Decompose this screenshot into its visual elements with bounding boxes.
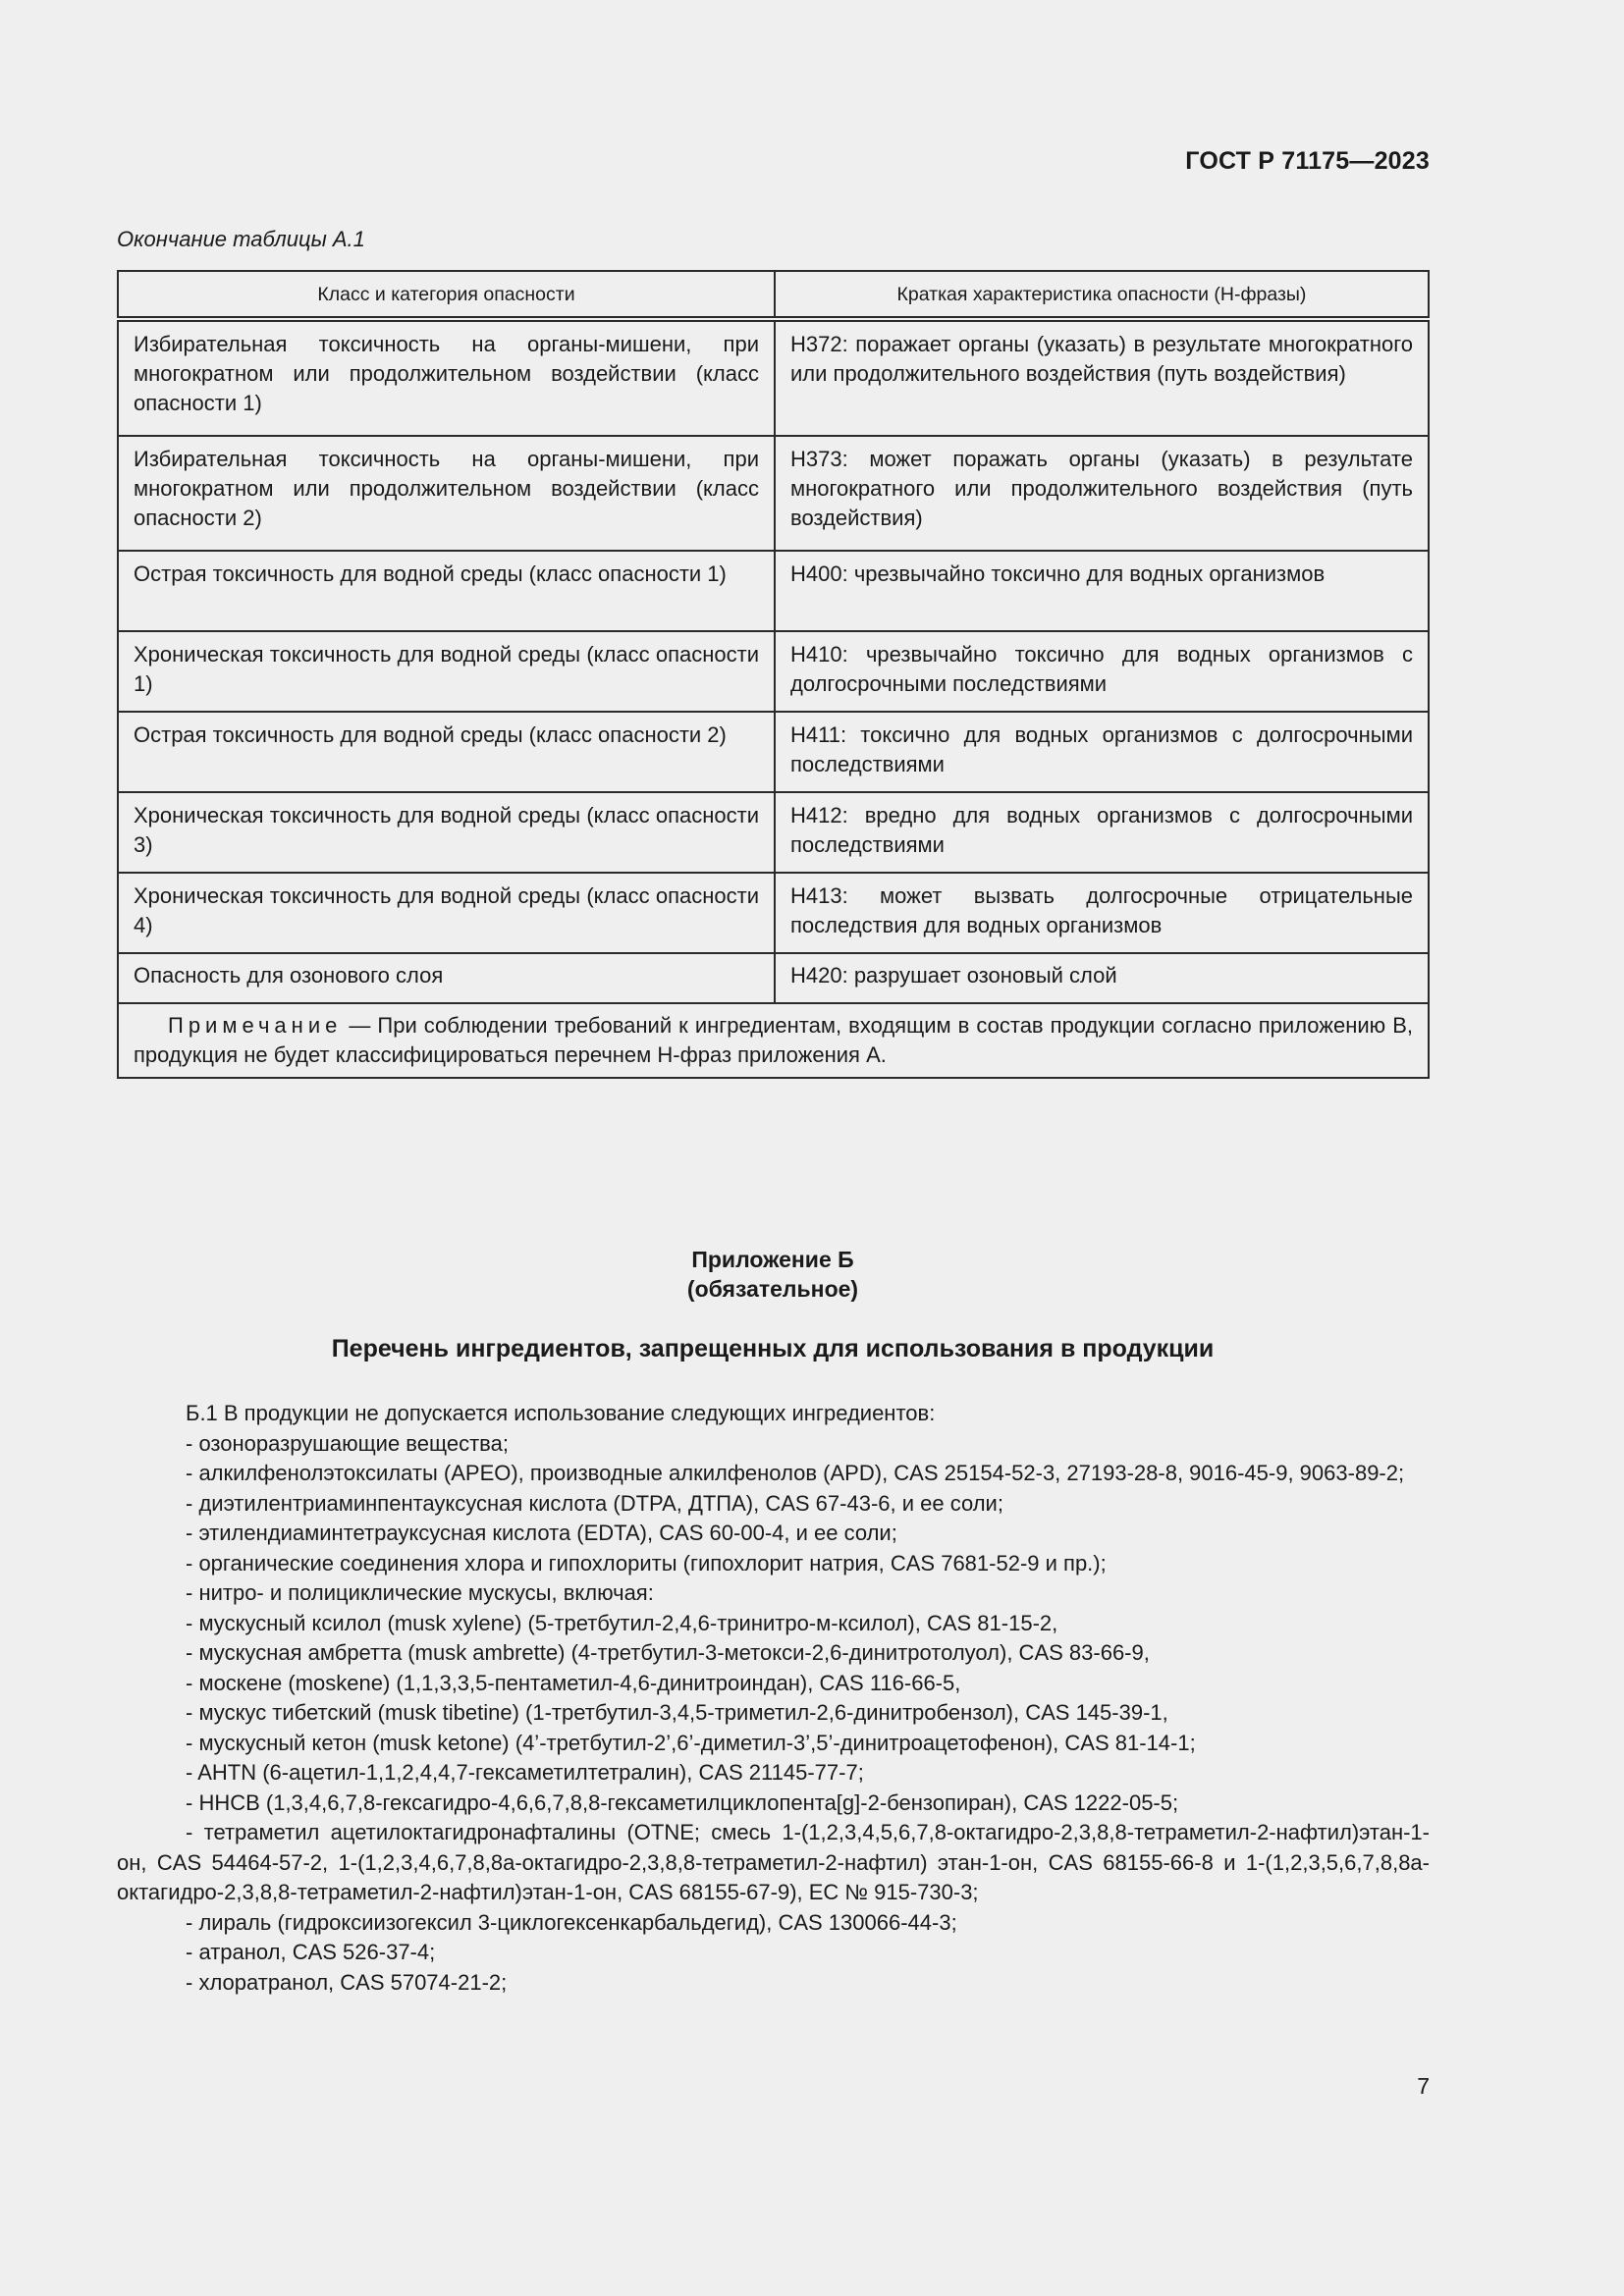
hazard-class-cell: Острая токсичность для водной среды (класс опасности 2) xyxy=(118,712,775,792)
list-item: - мускус тибетский (musk tibetine) (1-третбутил-3,4,5-триметил-2,6-динитробензол), CAS 145-39-1, xyxy=(186,1700,1168,1725)
table-row xyxy=(118,631,1429,712)
list-item: - органические соединения хлора и гипохлориты (гипохлорит натрия, CAS 7681-52-9 и пр.); xyxy=(186,1550,1107,1575)
table-row xyxy=(118,319,1429,436)
h-phrase-cell: Н412: вредно для водных организмов с долгосрочными последствиями xyxy=(775,792,1429,873)
hazard-class-cell: Избирательная токсичность на органы-мишени, при многократном или продолжительном воздействии (класс опасности 1) xyxy=(118,319,775,436)
appendix-subtitle: (обязательное) xyxy=(686,1276,859,1302)
table-note xyxy=(118,1003,1429,1078)
list-item: - AHTN (6-ацетил-1,1,2,4,4,7-гексаметилтетралин), CAS 21145-77-7; xyxy=(186,1760,864,1785)
list-item: - этилендиаминтетрауксусная кислота (EDTA), CAS 60-00-4, и ее соли; xyxy=(186,1521,897,1545)
column-header-h-phrase: Краткая характеристика опасности (Н-фразы) xyxy=(775,271,1429,319)
hazard-class-cell: Острая токсичность для водной среды (класс опасности 1) xyxy=(118,551,775,631)
table-row xyxy=(118,792,1429,873)
table-caption: Окончание таблицы А.1 xyxy=(117,227,365,251)
table-header-row xyxy=(118,271,1429,319)
list-item: - атранол, CAS 526-37-4; xyxy=(186,1940,436,1964)
hazard-class-cell: Хроническая токсичность для водной среды (класс опасности 4) xyxy=(118,873,775,953)
h-phrase-cell: Н410: чрезвычайно токсично для водных организмов с долгосрочными последствиями xyxy=(775,631,1429,712)
h-phrase-cell: Н413: может вызвать долгосрочные отрицательные последствия для водных организмов xyxy=(775,873,1429,953)
h-phrase-cell: Н372: поражает органы (указать) в результате многократного или продолжительного воздействия (путь воздействия) xyxy=(775,319,1429,436)
h-phrase-cell: Н400: чрезвычайно токсично для водных организмов xyxy=(775,551,1429,631)
list-intro: Б.1 В продукции не допускается использование следующих ингредиентов: xyxy=(186,1401,936,1425)
note-text: — При соблюдении требований к ингредиентам, входящим в состав продукции согласно приложению В, продукция не будет классифицироваться перечнем Н-фраз приложения А. xyxy=(134,1013,1413,1067)
table-row xyxy=(118,551,1429,631)
hazard-table xyxy=(117,270,1430,1079)
list-item: - лираль (гидроксиизогексил 3-циклогексенкарбальдегид), CAS 130066-44-3; xyxy=(186,1909,957,1935)
note-label: Примечание xyxy=(168,1013,343,1038)
hazard-class-cell: Хроническая токсичность для водной среды (класс опасности 3) xyxy=(118,792,775,873)
standard-designation: ГОСТ Р 71175—2023 xyxy=(1185,147,1430,175)
appendix-title: Приложение Б xyxy=(691,1247,854,1272)
table-row xyxy=(118,712,1429,792)
list-item: - мускусная амбретта (musk ambrette) (4-третбутил-3-метокси-2,6-динитротолуол), CAS 83-66-9, xyxy=(186,1640,1150,1665)
ingredient-list xyxy=(117,1399,1430,1998)
list-item: - москене (moskene) (1,1,3,3,5-пентаметил-4,6-динитроиндан), CAS 116-66-5, xyxy=(186,1670,961,1695)
appendix-heading: Перечень ингредиентов, запрещенных для использования в продукции xyxy=(331,1335,1215,1362)
list-item: - HHCB (1,3,4,6,7,8-гексагидро-4,6,6,7,8,8-гексаметилциклопента[g]-2-бензопиран), CAS 1222-05-5; xyxy=(186,1789,1179,1815)
list-item: - нитро- и полициклические мускусы, включая: xyxy=(186,1580,654,1605)
table-row xyxy=(118,953,1429,1003)
table-note-row xyxy=(118,1003,1429,1078)
h-phrase-cell: Н373: может поражать органы (указать) в результате многократного или продолжительного воздействия (путь воздействия) xyxy=(775,436,1429,551)
table-row xyxy=(118,873,1429,953)
hazard-class-cell: Опасность для озонового слоя xyxy=(118,953,775,1003)
table-row xyxy=(118,436,1429,551)
list-item: - диэтилентриаминпентауксусная кислота (DTPA, ДТПА), CAS 67-43-6, и ее соли; xyxy=(186,1490,1003,1516)
column-header-hazard-class: Класс и категория опасности xyxy=(118,271,775,319)
page-number: 7 xyxy=(1417,2073,1430,2099)
list-item: - мускусный ксилол (musk xylene) (5-третбутил-2,4,6-тринитро-м-ксилол), CAS 81-15-2, xyxy=(186,1610,1058,1635)
hazard-class-cell: Избирательная токсичность на органы-мишени, при многократном или продолжительном воздействии (класс опасности 2) xyxy=(118,436,775,551)
list-item: - алкилфенолэтоксилаты (APEO), производные алкилфенолов (APD), CAS 25154-52-3, 27193-28-8, 9016-45-9, 9063-89-2; xyxy=(186,1461,1405,1485)
appendix-title-block xyxy=(0,1245,1545,1304)
h-phrase-cell: Н411: токсично для водных организмов с долгосрочными последствиями xyxy=(775,712,1429,792)
list-item: - мускусный кетон (musk ketone) (4’-третбутил-2’,6’-диметил-3’,5’-динитроацетофенон), CAS 81-14-1; xyxy=(186,1730,1196,1755)
list-item: - хлоратранол, CAS 57074-21-2; xyxy=(186,1969,508,1995)
list-item: - озоноразрушающие вещества; xyxy=(186,1430,509,1456)
list-item: - тетраметил ацетилоктагидронафталины (OTNE; смесь 1-(1,2,3,4,5,6,7,8-октагидро-2,3,8,8-тетраметил-2-нафтил)этан-1-он, CAS 54464-57-2, 1-(1,2,3,4,6,7,8,8а-октагидро-2,3,8,8-тетраметил-2-нафтил) этан-1-он, CAS 68155-66-8 и 1-(1,2,3,5,6,7,8,8а-октагидро-2,3,8,8-тетраметил-2-нафтил)этан-1-он, CAS 68155-67-9), EC № 915-730-3; xyxy=(117,1820,1430,1904)
h-phrase-cell: Н420: разрушает озоновый слой xyxy=(775,953,1429,1003)
hazard-class-cell: Хроническая токсичность для водной среды (класс опасности 1) xyxy=(118,631,775,712)
